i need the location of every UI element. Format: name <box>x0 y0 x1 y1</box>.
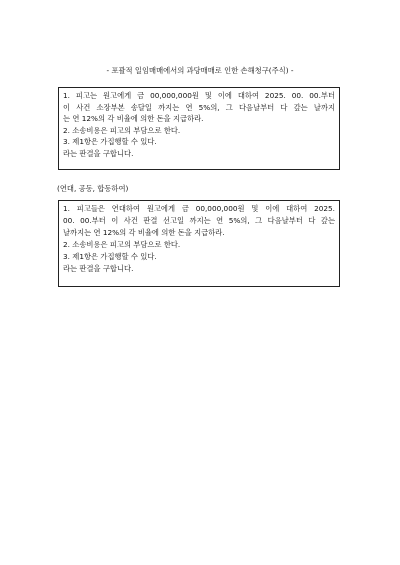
claim-line: 3. 제1항은 가집행할 수 있다. <box>63 251 157 261</box>
claim-box-single-defendant <box>58 87 340 170</box>
claim-box-joint-defendants <box>58 200 340 287</box>
claim-line: 날까지는 연 12%의 각 비율에 의한 돈을 지급하라. <box>63 227 225 237</box>
claim-line: 2. 소송비용은 피고의 부담으로 한다. <box>63 125 181 135</box>
claim-line: 라는 판결을 구합니다. <box>63 148 134 158</box>
claim-line: 는 연 12%의 각 비율에 의한 돈을 지급하라. <box>63 114 204 123</box>
document-heading: - 포괄적 일임매매에서의 과당매매로 인한 손해청구(주식) - <box>106 66 294 75</box>
claim-line: 라는 판결을 구합니다. <box>63 263 134 273</box>
claim-line: 00. 00.부터 이 사건 판결 선고일 까지는 연 5%의, 그 다음날부터 다 갚는 <box>63 215 335 225</box>
claim-line: 이 사건 소장부본 송달일 까지는 연 5%의, 그 다음날부터 다 갚는 날까지 <box>63 102 335 112</box>
claim-line: 2. 소송비용은 피고의 부담으로 한다. <box>63 239 181 249</box>
claim-line: 3. 제1항은 가집행할 수 있다. <box>63 137 157 146</box>
claim-line: 1. 피고들은 연대하여 원고에게 금 00,000,000원 및 이에 대하여 2025. <box>63 204 335 213</box>
joint-liability-label: (연대, 공동, 합동하여) <box>57 184 129 193</box>
claim-line: 1. 피고는 원고에게 금 00,000,000원 및 이에 대하여 2025. 00. 00.부터 <box>63 91 335 100</box>
